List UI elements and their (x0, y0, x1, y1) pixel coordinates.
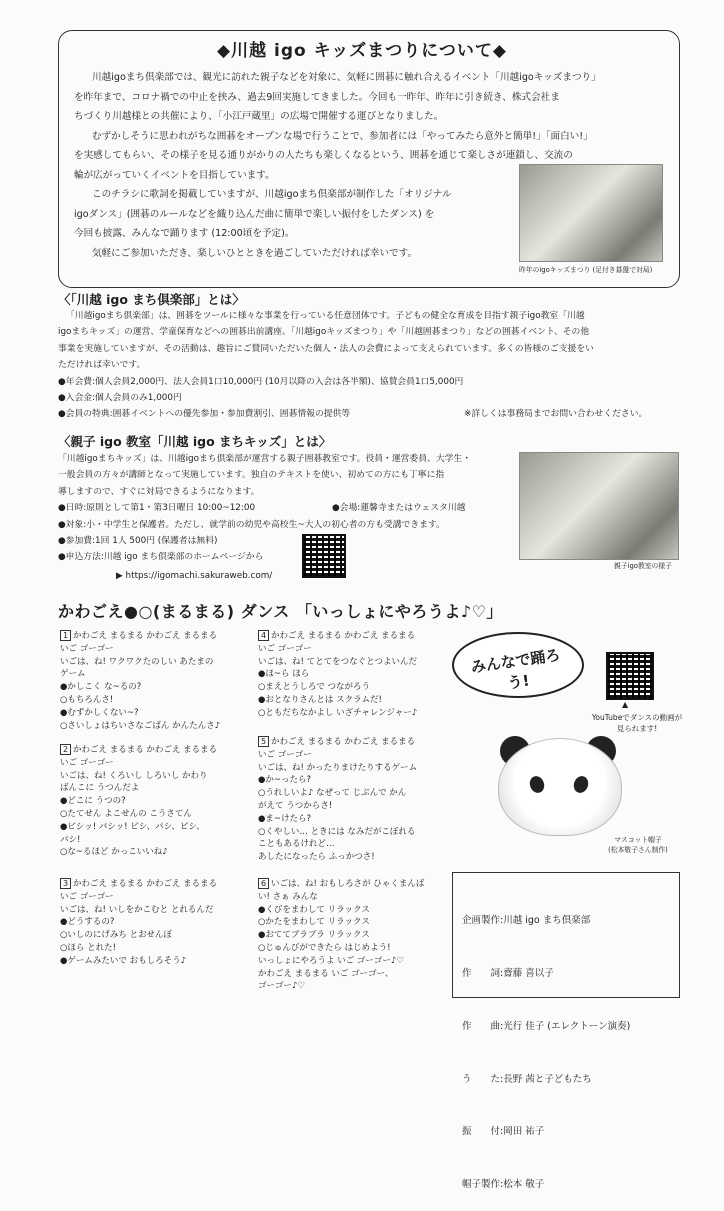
kids-line: 導しますので、すぐに対局できるようになります。 (58, 486, 260, 497)
club-heading: 〈「川越 igo まち倶楽部」とは〉 (58, 292, 245, 307)
verse-number: 6 (258, 878, 269, 889)
verse-1 (60, 630, 220, 732)
kids-line: 一般会員の方々が講師となって実施しています。独自のテキストを使い、初めての方にも丁寧に指 (58, 470, 445, 481)
mascot-hat-image (498, 738, 622, 836)
verse-number: 1 (60, 630, 71, 641)
festival-line: 輪が広がっていくイベントを目指しています。 (74, 169, 275, 181)
verse-text: かわごえ まるまる かわごえ まるまる いご ゴーゴー いごは、ね! くろいし しろいし かわり ばんこに うつんだよ ●どこに うつの? ○たてせん よこせんの こうさてん ●ピシッ! パシッ! ピシ、パシ、ピシ、 パシ! ○な~るほど かっこいいね♪ (60, 745, 218, 858)
kids-venue: ●会場:蓮馨寺またはウェスタ川越 (332, 503, 466, 513)
festival-line: 気軽にご参加いただき、楽しいひとときを過ごしていただければ幸いです。 (92, 247, 418, 259)
festival-photo-caption: 昨年のigoキッズまつり (足付き碁盤で対局) (519, 266, 653, 274)
festival-line: igoダンス」(囲碁のルールなどを織り込んだ曲に簡単で楽しい振付をしたダンス) を (74, 208, 435, 220)
kids-line: ●参加費:1回 1人 500円 (保護者は無料) (58, 536, 218, 547)
verse-number: 4 (258, 630, 269, 641)
verse-2 (60, 744, 217, 859)
festival-paragraph-2 (74, 185, 518, 263)
dance-title: かわごえ●○(まるまる) ダンス 「いっしょにやろうよ♪♡」 (58, 602, 503, 621)
festival-line: このチラシに歌詞を掲載していますが、川越igoまち倶楽部が制作した「オリジナル (92, 189, 452, 200)
kids-line: ●対象:小・中学生と保護者。ただし、就学前の幼児や高校生~大人の初心者の方も受講できます。 (58, 519, 445, 530)
credit-row: う た:長野 茜と子どもたち (462, 1073, 592, 1085)
verse-3 (60, 878, 217, 968)
credit-row: 企画製作:川越 igo まち倶楽部 (462, 915, 591, 927)
verse-number: 5 (258, 736, 269, 747)
kids-line: 「川越igoまちキッズ」は、川越igoまち倶楽部が運営する親子囲碁教室です。役員・運営委員、大学生・ (58, 454, 472, 464)
credits-list (462, 877, 630, 1211)
kids-line: ●申込方法:川越 igo まち倶楽部のホームページから (58, 552, 264, 563)
festival-line: を実感してもらい、その様子を見る通りがかりの人たちも楽しくなるという、囲碁を通じて楽しさが連鎖し、交流の (74, 150, 573, 161)
homepage-qr-code[interactable] (302, 534, 346, 578)
club-fee-line: ●年会費:個人会員2,000円、法人会員1口10,000円 (10月以降の入会は各半額)、協賛会員1口5,000円 (58, 376, 464, 387)
verse-text: かわごえ まるまる かわごえ まるまる いご ゴーゴー いごは、ね! ワクワクたのしい あたまの ゲーム ●かしこく な~るの? ○もちろんさ! ●むずかしくない~? ○さいしょはちいさなごばん かんたんさ♪ (60, 631, 221, 731)
speech-bubble-text: みんなで踊ろう! (469, 645, 562, 693)
kids-line: ●日時:原則として第1・第3日曜日 10:00~12:00 (58, 503, 256, 514)
arrow-up-icon: ▲ (622, 700, 629, 709)
festival-line: 川越igoまち倶楽部では、観光に訪れた親子などを対象に、気軽に囲碁に触れ合えるイベント「川越igoキッズまつり」 (92, 72, 601, 83)
festival-line: ちづくり川越様との共催により、「小江戸蔵里」の広場で開催する運びとなりました。 (74, 111, 444, 122)
verse-5 (258, 736, 417, 864)
festival-title: ◆川越 igo キッズまつりについて◆ (217, 41, 507, 61)
club-line: ただければ幸いです。 (58, 360, 146, 371)
kids-photo-caption: 親子igo教室の様子 (614, 562, 672, 570)
youtube-note: YouTubeでダンスの動画が 見られます! (591, 713, 683, 733)
festival-line: 今回も披露、みんなで踊ります (12:00頃を予定)。 (74, 228, 295, 239)
homepage-link[interactable]: ▶ https://igomachi.sakuraweb.com/ (116, 571, 273, 581)
club-fee-line: ●入会金:個人会員のみ1,000円 (58, 393, 182, 404)
credit-row: 作 曲:光行 佳子 (エレクトーン演奏) (462, 1020, 631, 1032)
club-note: ※詳しくは事務局までお問い合わせください。 (464, 409, 648, 419)
verse-text: かわごえ まるまる かわごえ まるまる いご ゴーゴー いごは、ね! てとてをつなぐとつよいんだ ●ほ~ら ほら ○まえとうしろで つながろう ●おとなりさんとは スクラムだ! ○ともだちなかよし いざチャレンジャー♪ (258, 631, 418, 718)
credit-row: 振 付:岡田 祐子 (462, 1126, 545, 1138)
verse-number: 2 (60, 744, 71, 755)
verse-text: かわごえ まるまる かわごえ まるまる いご ゴーゴー いごは、ね! いしをかこむと とれるんだ ●どうするの? ○いしのにげみち とおせんぼ ○ほら とれた! ●ゲームみたいで おもしろそう♪ (60, 879, 218, 966)
verse-6 (258, 878, 424, 993)
youtube-qr-code[interactable] (606, 652, 654, 700)
festival-line: を昨年まで、コロナ禍での中止を挟み、過去9回実施してきました。今回も一昨年、昨年に引き続き、株式会社ま (74, 91, 560, 103)
festival-line: むずかしそうに思われがちな囲碁をオープンな場で行うことで、参加者には「やってみたら意外と簡単!」「面白い!」 (92, 130, 593, 142)
club-line: 事業を実施していますが、その活動は、趣旨にご賛同いただいた個人・法人の会費によって支えられています。多くの皆様のご支援をい (58, 343, 594, 354)
verse-text: いごは、ね! おもしろさが ひゃくまんば い! さぁ みんな ●くびをまわして リラックス ○かたをまわして リラックス ●おててブラブラ リラックス ○じゅんびができたら はじめよう! いっしょにやろうよ いご ゴーゴー♪♡ かわごえ まるまる いご ゴーゴー、 ゴーゴー♪♡ (258, 879, 425, 992)
club-fee-line: ●会員の特典:囲碁イベントへの優先参加・参加費割引、囲碁情報の提供等 (58, 409, 351, 420)
verse-text: かわごえ まるまる かわごえ まるまる いご ゴーゴー いごは、ね! かったりまけたりするゲーム ●か~ったら? ○うれしいよ♪ なぜって じぶんで かん がえて うつからさ! ●ま~けたら? ○くやしい… ときには なみだがこぼれる こともあるけれど… あしたになったら ふっかつさ! (258, 737, 418, 863)
verse-number: 3 (60, 878, 71, 889)
mascot-caption: マスコット帽子 (松本敬子さん制作) (608, 836, 668, 854)
club-line: igoまちキッズ」の運営、学童保育などへの囲碁出前講座、「川越igoキッズまつり」や「川越囲碁まつり」などの囲碁イベント、その他 (58, 327, 590, 338)
credit-row: 作 詞:齋藤 喜以子 (462, 967, 554, 979)
festival-photo (519, 164, 663, 262)
kids-class-photo (519, 452, 679, 560)
verse-4 (258, 630, 417, 720)
kids-heading: 〈親子 igo 教室「川越 igo まちキッズ」とは〉 (58, 434, 332, 449)
credit-row: 帽子製作:松本 敬子 (462, 1179, 545, 1191)
club-line: 「川越igoまち倶楽部」は、囲碁をツールに様々な事業を行っている任意団体です。子どもの健全な育成を目指す親子igo教室「川越 (66, 311, 585, 321)
